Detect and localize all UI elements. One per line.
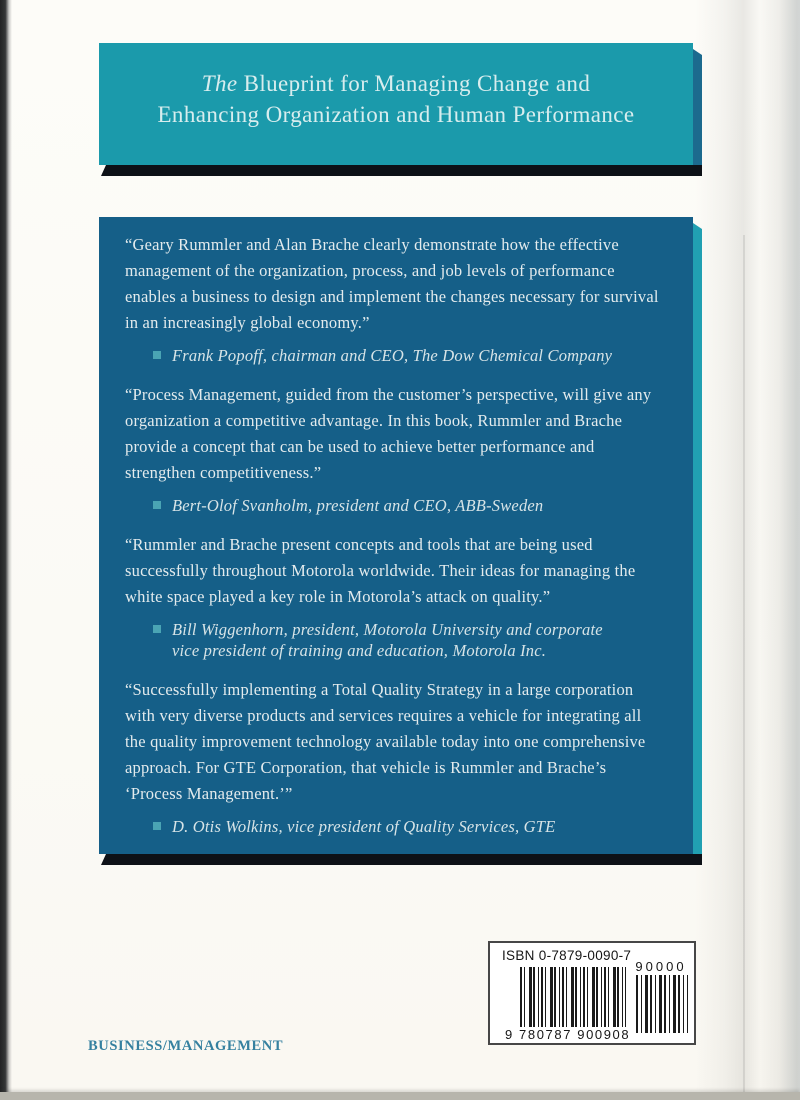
- quote-attribution-text: Frank Popoff, chairman and CEO, The Dow Chemical Company: [172, 346, 613, 365]
- category-label: BUSINESS/MANAGEMENT: [88, 1038, 284, 1054]
- page-curl-shading: [695, 0, 800, 1100]
- endorsements-panel-side-bevel: [693, 223, 702, 860]
- bullet-square-icon: [153, 625, 161, 633]
- tagline-lead-word: The: [201, 71, 238, 96]
- scan-bottom-edge: [0, 1092, 800, 1100]
- quote-attribution: [153, 495, 665, 516]
- tagline-line-2: Enhancing Organization and Human Performance: [157, 102, 635, 127]
- quote-attribution: [153, 816, 665, 837]
- quote-attribution-text: Bert-Olof Svanholm, president and CEO, ABB-Sweden: [172, 496, 544, 515]
- barcode-block: [488, 941, 696, 1045]
- quote-block: [125, 677, 665, 837]
- tagline-line-1: [99, 68, 693, 99]
- quote-attribution-text: Bill Wiggenhorn, president, Motorola University and corporate vice president of training and education, Motorola Inc.: [172, 620, 603, 660]
- bullet-square-icon: [153, 501, 161, 509]
- endorsements-list: [99, 217, 693, 854]
- quote-block: [125, 232, 665, 366]
- tagline-panel-bottom-shadow: [99, 165, 702, 176]
- quote-text: “Successfully implementing a Total Quality Strategy in a large corporation with very diverse products and services requires a vehicle for integrating all the quality improvement technology available today into one comprehensive approach. For GTE Corporation, that vehicle is Rummler and Brache’s ‘Process Management.’”: [125, 680, 646, 803]
- ean13-digits: 9 780787 900908: [502, 1027, 633, 1042]
- tagline: [99, 43, 693, 165]
- page-crease: [743, 235, 745, 1095]
- endorsements-panel-bottom-shadow: [99, 854, 702, 865]
- quote-attribution: [153, 619, 665, 661]
- supplement-barcode: [636, 975, 688, 1033]
- tagline-panel: [99, 43, 693, 165]
- endorsements-panel: [99, 217, 693, 854]
- quote-attribution: [153, 345, 665, 366]
- endorsements-panel-face: [99, 217, 693, 854]
- bullet-square-icon: [153, 822, 161, 830]
- quote-text: “Rummler and Brache present concepts and tools that are being used successfully throughout Motorola worldwide. Their ideas for managing the white space played a key role in Motorola’s attack on quality.”: [125, 535, 636, 606]
- quote-block: [125, 532, 665, 661]
- tagline-panel-face: [99, 43, 693, 165]
- supplement-digits: 90000: [635, 959, 687, 974]
- bullet-square-icon: [153, 351, 161, 359]
- tagline-line-1-rest: Blueprint for Managing Change and: [237, 71, 591, 96]
- quote-text: “Process Management, guided from the customer’s perspective, will give any organization a competitive advantage. In this book, Rummler and Brache provide a concept that can be used to achieve better performance and strengthen competitiveness.”: [125, 385, 652, 482]
- quote-text: “Geary Rummler and Alan Brache clearly demonstrate how the effective management of the organization, process, and job levels of performance enables a business to design and implement the changes necessary for survival in an increasingly global economy.”: [125, 235, 659, 332]
- quote-attribution-text: D. Otis Wolkins, vice president of Quality Services, GTE: [172, 817, 556, 836]
- scan-left-edge: [0, 0, 12, 1100]
- quote-block: [125, 382, 665, 516]
- isbn-label: ISBN 0-7879-0090-7: [502, 948, 632, 963]
- ean13-barcode: [520, 967, 626, 1033]
- tagline-panel-side-bevel: [693, 49, 702, 171]
